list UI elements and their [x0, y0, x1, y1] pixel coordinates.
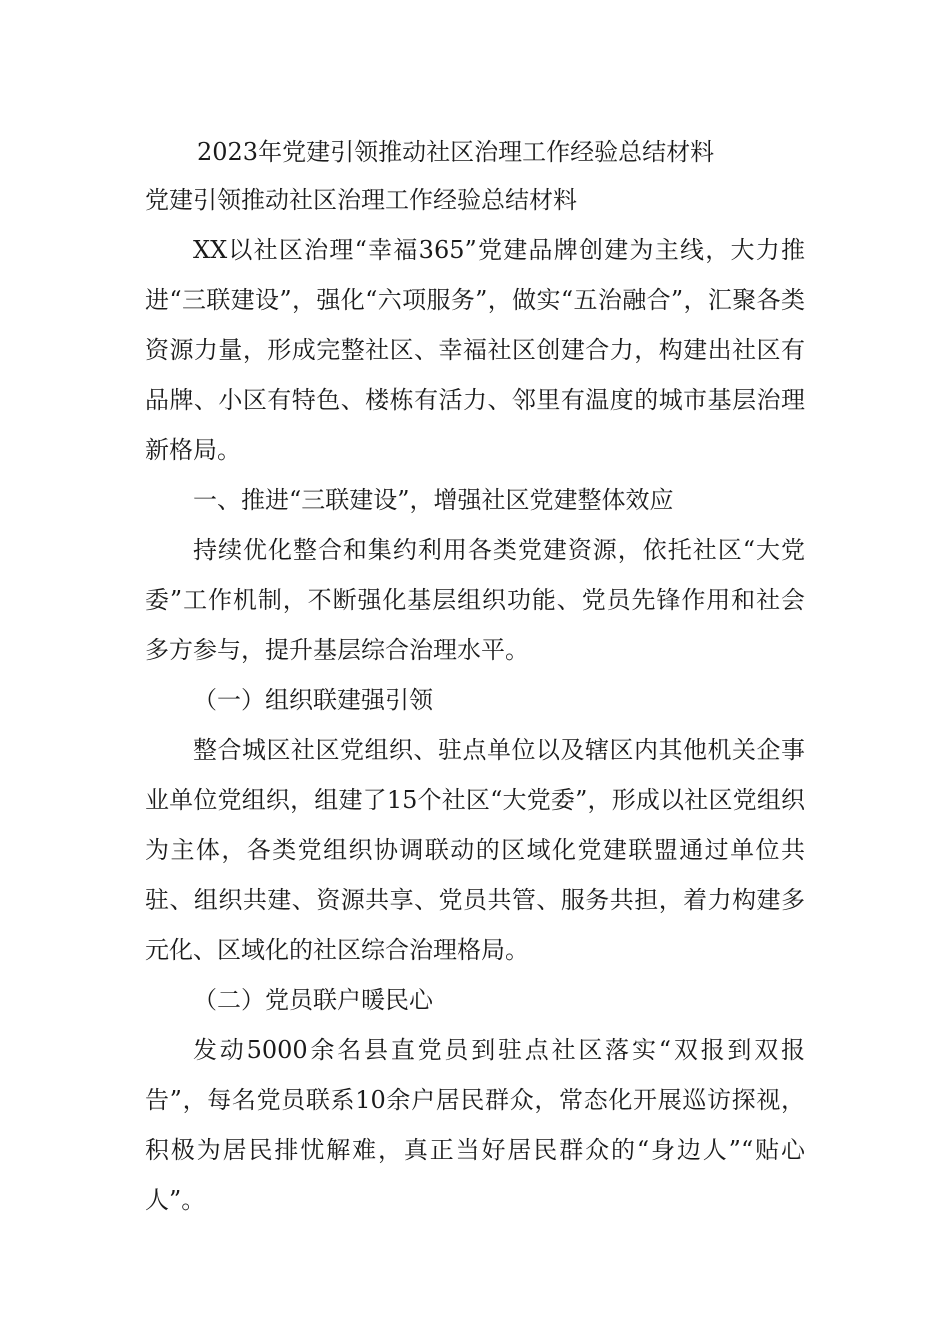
subsection-2-paragraph: 发动5000余名县直党员到驻点社区落实“双报到双报告”，每名党员联系10余户居民群众，常态化开展巡访探视，积极为居民排忧解难，真正当好居民群众的“身边人”“贴心人”。 [145, 1036, 805, 1214]
document-subtitle: 党建引领推动社区治理工作经验总结材料 [145, 186, 577, 214]
section-heading-1: 一、推进“三联建设”，增强社区党建整体效应 [193, 486, 674, 514]
intro-paragraph: XX以社区治理“幸福365”党建品牌创建为主线，大力推进“三联建设”，强化“六项服务”，做实“五治融合”，汇聚各类资源力量，形成完整社区、幸福社区创建合力，构建出社区有品牌、小区有特色、楼栋有活力、邻里有温度的城市基层治理新格局。 [145, 236, 805, 464]
subsection-1-paragraph: 整合城区社区党组织、驻点单位以及辖区内其他机关企事业单位党组织，组建了15个社区“大党委”，形成以社区党组织为主体，各类党组织协调联动的区域化党建联盟通过单位共驻、组织共建、资源共享、党员共管、服务共担，着力构建多元化、区域化的社区综合治理格局。 [145, 736, 805, 964]
subsection-heading-1: （一）组织联建强引领 [193, 686, 433, 714]
document-title: 2023年党建引领推动社区治理工作经验总结材料 [197, 138, 715, 166]
section-1-paragraph: 持续优化整合和集约利用各类党建资源，依托社区“大党委”工作机制，不断强化基层组织功能、党员先锋作用和社会多方参与，提升基层综合治理水平。 [145, 536, 805, 664]
subsection-heading-2: （二）党员联户暖民心 [193, 986, 433, 1014]
